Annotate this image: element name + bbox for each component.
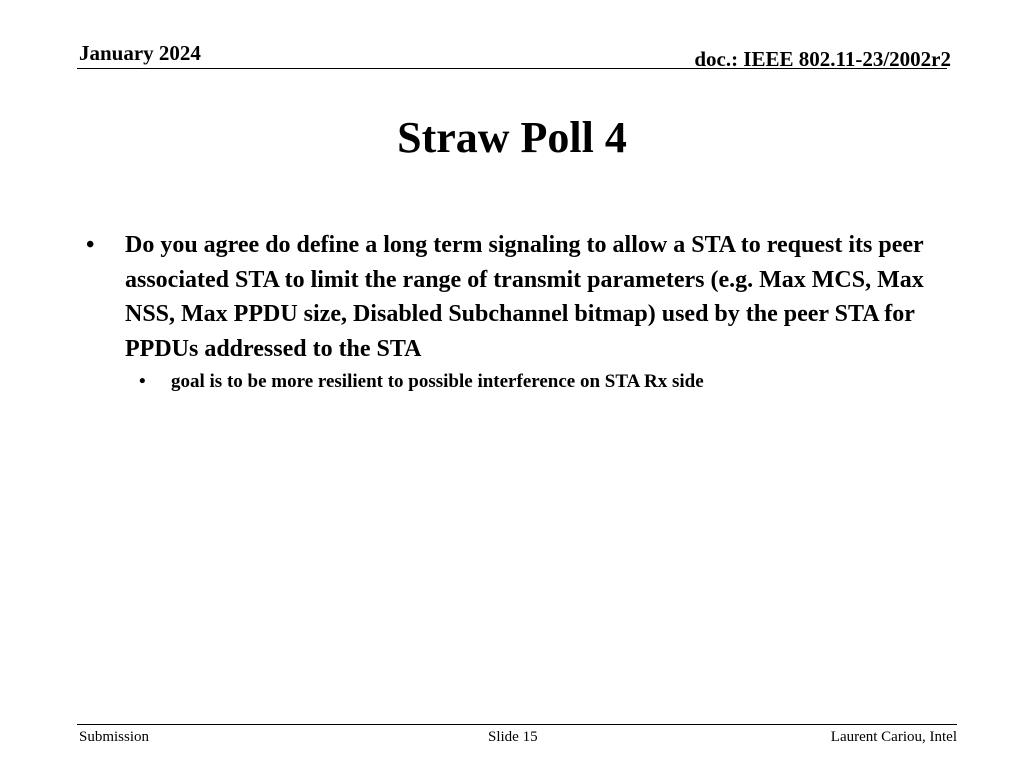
bullet-marker: • [86,232,95,258]
header-divider [77,68,947,69]
header-date: January 2024 [79,41,201,65]
sub-bullet-marker: • [139,371,146,392]
slide-title: Straw Poll 4 [397,113,627,162]
bullet-text: Do you agree do define a long term signaling to allow a STA to request its peer associated STA to limit the range of transmit parameters (e.g. Max MCS, Max NSS, Max PPDU size, Disabled Subchannel bitmap) used by the peer STA for PPDUs addressed to the STA [125,232,924,362]
sub-bullet-item [86,369,956,395]
slide-body [86,228,956,395]
footer-author: Laurent Cariou, Intel [830,729,957,745]
footer-submission: Submission [79,729,150,745]
footer-slide-number: Slide 15 [488,729,538,745]
sub-bullet-text: goal is to be more resilient to possible interference on STA Rx side [171,371,704,392]
header-doc-id: doc.: IEEE 802.11-23/2002r2 [694,47,951,71]
footer-divider [77,724,957,725]
bullet-item [86,228,955,366]
